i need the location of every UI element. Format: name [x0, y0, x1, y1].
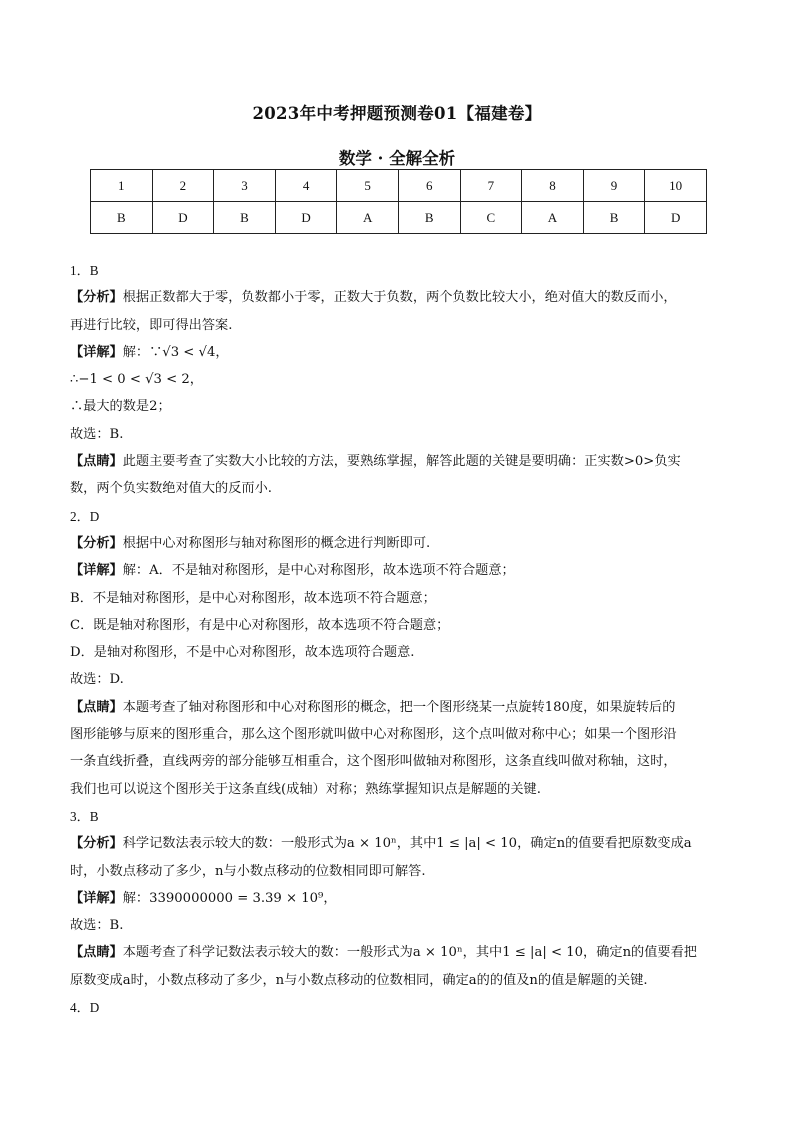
answer-cell: C [460, 202, 522, 234]
paragraph-text: 故选：B. [70, 426, 124, 442]
tagged-paragraph-line [70, 284, 730, 311]
paragraph-line [70, 393, 730, 420]
section-tag: 【点睛】 [70, 454, 123, 470]
question-number-cell: 9 [583, 170, 645, 202]
paragraph-text: 时，小数点移动了多少，n与小数点移动的位数相同即可解答. [70, 863, 426, 879]
answer-cell: B [398, 202, 460, 234]
answer-cell: A [337, 202, 399, 234]
tagged-paragraph-line [70, 939, 730, 966]
paragraph-text: 根据正数都大于零，负数都小于零，正数大于负数，两个负数比较大小，绝对值大的数反而小， [122, 290, 677, 306]
answer-table-number-row [91, 170, 707, 202]
paragraph-text: D．是轴对称图形，不是中心对称图形，故本选项符合题意. [70, 645, 415, 661]
question-heading [70, 503, 730, 530]
paragraph-line [70, 366, 730, 393]
question-number-cell: 6 [398, 170, 460, 202]
tagged-paragraph-line [70, 830, 730, 857]
paragraph-line [70, 421, 730, 448]
paragraph-text: 故选：D. [70, 672, 124, 688]
paragraph-text: 数，两个负实数绝对值大的反而小. [70, 481, 273, 497]
question-heading-text: 4．D [70, 1000, 100, 1016]
section-tag: 【详解】 [70, 344, 123, 360]
section-tag: 【分析】 [70, 535, 123, 551]
question-heading-text: 2．D [70, 508, 100, 524]
paragraph-line [70, 776, 730, 803]
answer-table-answer-row [91, 202, 707, 234]
paragraph-line [70, 748, 730, 775]
tagged-paragraph-line [70, 557, 730, 584]
paragraph-line [70, 912, 730, 939]
paragraph-line [70, 475, 730, 502]
tagged-paragraph-line [70, 530, 730, 557]
paragraph-text: 原数变成a时，小数点移动了多少，n与小数点移动的位数相同，确定a的的值及n的值是解题的关键. [70, 972, 648, 988]
document-subtitle: 数学 · 全解全析 [338, 149, 456, 168]
answer-table [90, 169, 707, 234]
question-number-cell: 3 [214, 170, 276, 202]
paragraph-line [70, 858, 730, 885]
answer-cell: A [522, 202, 584, 234]
paragraph-text: 解：∵√3 < √4， [122, 344, 229, 360]
question-number-cell: 5 [337, 170, 399, 202]
paragraph-text: 故选：B. [70, 918, 124, 934]
question-heading [70, 994, 730, 1021]
answer-cell: D [275, 202, 337, 234]
question-number-cell: 2 [152, 170, 214, 202]
paragraph-text: C．既是轴对称图形，有是中心对称图形，故本选项不符合题意； [70, 617, 450, 633]
question-number-cell: 7 [460, 170, 522, 202]
paragraph-text: 科学记数法表示较大的数：一般形式为a × 10ⁿ，其中1 ≤ |a| < 10，确定n的值要看把原数变成a [122, 836, 692, 852]
paragraph-text: 我们也可以说这个图形关于这条直线(成轴）对称；熟练掌握知识点是解题的关键. [70, 781, 541, 797]
question-number-cell: 10 [645, 170, 707, 202]
question-number-cell: 1 [91, 170, 153, 202]
section-tag: 【详解】 [70, 890, 123, 906]
paragraph-text: ∴−1 < 0 < √3 < 2， [70, 372, 203, 388]
question-heading [70, 257, 730, 284]
answer-cell: B [583, 202, 645, 234]
paragraph-text: 一条直线折叠，直线两旁的部分能够互相重合，这个图形叫做轴对称图形，这条直线叫做对称轴，这时， [70, 754, 677, 770]
answer-cell: D [152, 202, 214, 234]
tagged-paragraph-line [70, 339, 730, 366]
section-tag: 【分析】 [70, 290, 123, 306]
paragraph-text: ∴最大的数是2； [70, 399, 171, 415]
paragraph-text: 此题主要考查了实数大小比较的方法，要熟练掌握，解答此题的关键是要明确：正实数>0>负实 [122, 454, 681, 470]
paragraph-line [70, 585, 730, 612]
solutions-content [70, 257, 730, 1021]
paragraph-text: 再进行比较，即可得出答案. [70, 317, 233, 333]
answer-cell: B [91, 202, 153, 234]
answer-cell: D [645, 202, 707, 234]
paragraph-line [70, 612, 730, 639]
paragraph-line [70, 666, 730, 693]
section-tag: 【点睛】 [70, 699, 123, 715]
paragraph-line [70, 312, 730, 339]
paragraph-text: B．不是轴对称图形，是中心对称图形，故本选项不符合题意； [70, 590, 436, 606]
question-heading [70, 803, 730, 830]
answer-cell: B [214, 202, 276, 234]
paragraph-text: 本题考查了科学记数法表示较大的数：一般形式为a × 10ⁿ，其中1 ≤ |a| < 10，确定n的值要看把 [122, 945, 697, 961]
question-heading-text: 3．B [70, 808, 99, 824]
section-tag: 【详解】 [70, 563, 123, 579]
paragraph-line [70, 967, 730, 994]
question-number-cell: 8 [522, 170, 584, 202]
paragraph-line [70, 639, 730, 666]
question-heading-text: 1．B [70, 263, 99, 278]
section-tag: 【分析】 [70, 836, 123, 852]
paragraph-text: 解：A．不是轴对称图形，是中心对称图形，故本选项不符合题意； [122, 563, 515, 579]
tagged-paragraph-line [70, 448, 730, 475]
paragraph-text: 根据中心对称图形与轴对称图形的概念进行判断即可. [122, 535, 431, 551]
question-number-cell: 4 [275, 170, 337, 202]
section-tag: 【点睛】 [70, 945, 123, 961]
tagged-paragraph-line [70, 885, 730, 912]
paragraph-text: 图形能够与原来的图形重合，那么这个图形就叫做中心对称图形，这个点叫做对称中心；如果一个图形沿 [70, 727, 677, 743]
document-title: 2023年中考押题预测卷01【福建卷】 [252, 104, 542, 123]
tagged-paragraph-line [70, 694, 730, 721]
paragraph-text: 解：3390000000 = 3.39 × 10⁹， [122, 890, 337, 906]
paragraph-text: 本题考查了轴对称图形和中心对称图形的概念，把一个图形绕某一点旋转180度，如果旋转后的 [122, 699, 676, 715]
paragraph-line [70, 721, 730, 748]
